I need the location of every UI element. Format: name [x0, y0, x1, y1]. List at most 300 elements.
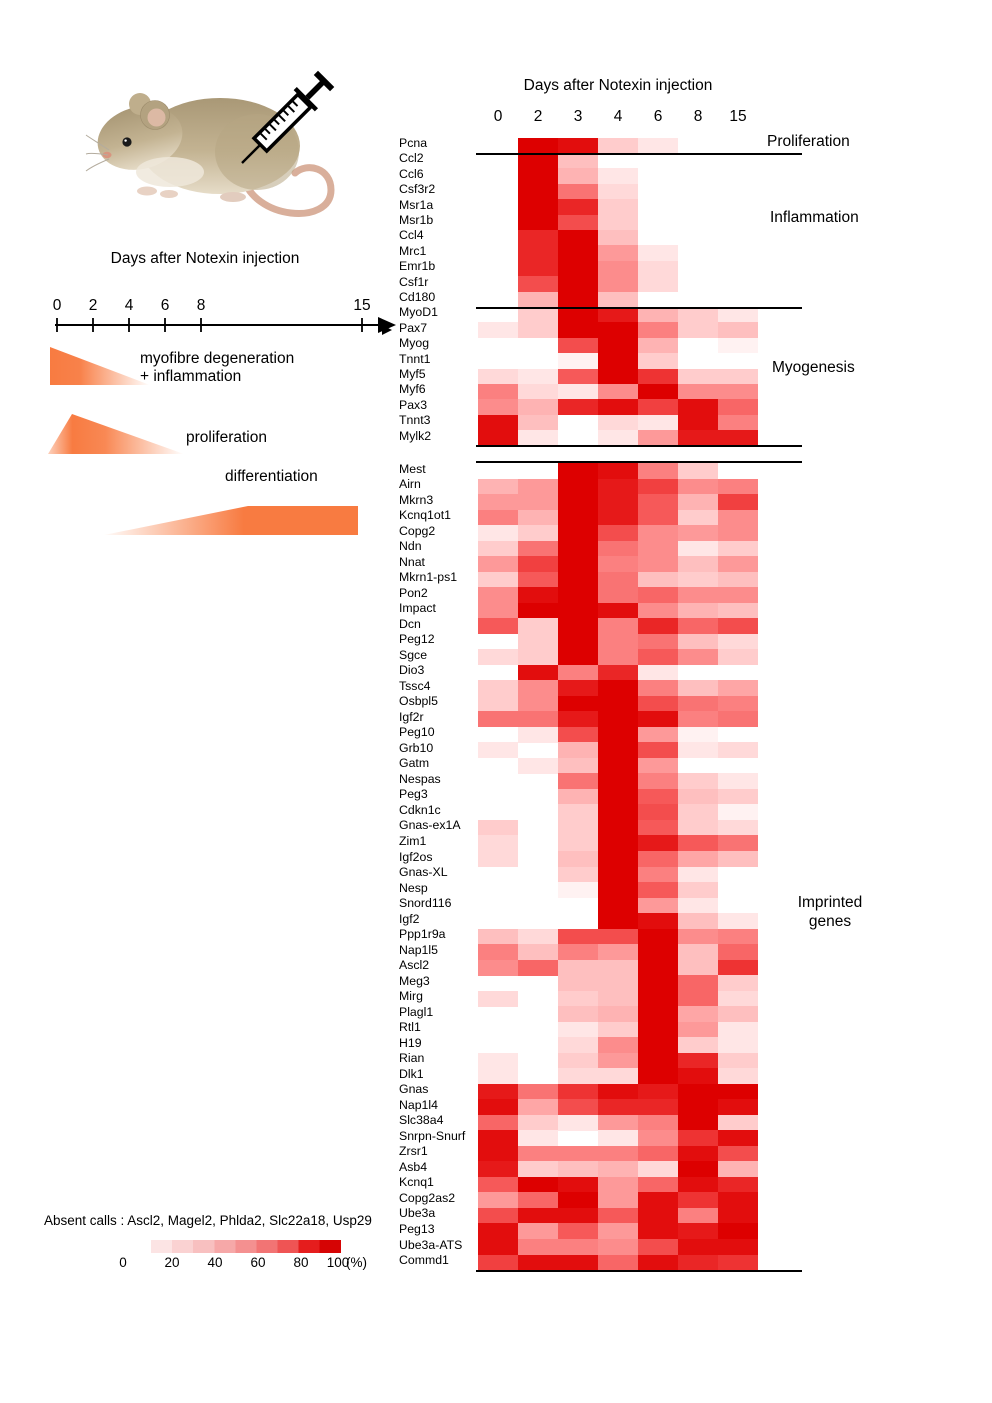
heatmap-cell — [598, 572, 638, 588]
heatmap-cell — [678, 835, 718, 851]
heatmap-cell — [558, 184, 598, 200]
heatmap-cell — [638, 711, 678, 727]
heatmap-cell — [478, 696, 518, 712]
heatmap-cell — [598, 399, 638, 415]
heatmap-title: Days after Notexin injection — [523, 77, 713, 94]
mouse-with-syringe-illustration — [85, 40, 345, 240]
gene-label-Mirg: Mirg — [399, 989, 423, 1004]
heatmap-cell — [638, 369, 678, 385]
heatmap-cell — [718, 1053, 758, 1069]
heatmap-cell — [558, 1115, 598, 1131]
heatmap-cell — [518, 292, 558, 308]
heatmap-cell — [598, 960, 638, 976]
heatmap-cell — [678, 882, 718, 898]
heatmap-cell — [478, 1208, 518, 1224]
column-day-8: 8 — [693, 108, 703, 125]
heatmap-cell — [598, 1239, 638, 1255]
heatmap-cell — [718, 494, 758, 510]
heatmap-cell — [678, 1037, 718, 1053]
heatmap-cell — [678, 851, 718, 867]
heatmap-cell — [678, 1177, 718, 1193]
heatmap-cell — [598, 510, 638, 526]
heatmap-cell — [558, 1053, 598, 1069]
heatmap-cell — [638, 138, 678, 154]
gene-label-Mkrn1-ps1: Mkrn1-ps1 — [399, 570, 458, 585]
heatmap-cell — [598, 168, 638, 184]
heatmap-cell — [558, 1192, 598, 1208]
heatmap-cell — [558, 1208, 598, 1224]
scale-tick-0: 0 — [119, 1255, 127, 1270]
gene-label-Nesp: Nesp — [399, 880, 428, 895]
heatmap-cell — [518, 1130, 558, 1146]
timeline-axis — [40, 284, 410, 344]
gene-label-Csf3r2: Csf3r2 — [399, 182, 436, 197]
heatmap-cell — [558, 261, 598, 277]
heatmap-cell — [558, 975, 598, 991]
heatmap-cell — [558, 510, 598, 526]
separator-inflammation-myogenesis — [476, 307, 802, 309]
heatmap-cell — [558, 603, 598, 619]
heatmap-cell — [678, 991, 718, 1007]
heatmap-cell — [678, 1130, 718, 1146]
mouse-front-foot — [137, 187, 157, 196]
heatmap-cell — [678, 727, 718, 743]
heatmap-cell — [678, 913, 718, 929]
heatmap-cell — [718, 1239, 758, 1255]
heatmap-cell — [598, 215, 638, 231]
heatmap-cell — [638, 1177, 678, 1193]
heatmap-cell — [718, 1068, 758, 1084]
heatmap-cell — [678, 307, 718, 323]
heatmap-cell — [518, 215, 558, 231]
heatmap-cell — [598, 975, 638, 991]
heatmap-cell — [518, 1239, 558, 1255]
heatmap-cell — [638, 727, 678, 743]
heatmap-cell — [478, 494, 518, 510]
heatmap-cell — [518, 1146, 558, 1162]
heatmap-cell — [598, 338, 638, 354]
heatmap-cell — [518, 1161, 558, 1177]
gene-label-Kcnq1: Kcnq1 — [399, 1175, 434, 1190]
heatmap-cell — [718, 510, 758, 526]
heatmap-cell — [598, 835, 638, 851]
gene-label-Impact: Impact — [399, 601, 436, 616]
heatmap-cell — [518, 479, 558, 495]
heatmap-cell — [678, 1099, 718, 1115]
heatmap-cell — [718, 338, 758, 354]
heatmap-cell — [518, 1084, 558, 1100]
heatmap-cell — [518, 618, 558, 634]
heatmap-cell — [518, 261, 558, 277]
heatmap-cell — [518, 556, 558, 572]
differentiation-phase-label: differentiation — [225, 468, 318, 485]
heatmap-cell — [638, 913, 678, 929]
heatmap-cell — [638, 384, 678, 400]
heatmap-cell — [478, 1084, 518, 1100]
heatmap-cell — [598, 1053, 638, 1069]
heatmap-cell — [638, 494, 678, 510]
heatmap-cell — [638, 572, 678, 588]
heatmap-cell — [518, 199, 558, 215]
heatmap-cell — [478, 944, 518, 960]
heatmap-cell — [478, 541, 518, 557]
heatmap-cell — [598, 1192, 638, 1208]
heatmap-cell — [718, 479, 758, 495]
heatmap-cell — [518, 510, 558, 526]
heatmap-cell — [518, 399, 558, 415]
heatmap-cell — [638, 510, 678, 526]
heatmap-cell — [638, 603, 678, 619]
heatmap-cell — [478, 991, 518, 1007]
mouse-eye — [122, 137, 131, 146]
heatmap-cell — [638, 975, 678, 991]
heatmap-cell — [718, 773, 758, 789]
heatmap-cell — [558, 338, 598, 354]
gene-label-Zim1: Zim1 — [399, 833, 427, 848]
heatmap-cell — [638, 1146, 678, 1162]
heatmap-cell — [478, 851, 518, 867]
heatmap-cell — [558, 804, 598, 820]
heatmap-cell — [558, 230, 598, 246]
heatmap-cell — [518, 541, 558, 557]
heatmap-cell — [718, 929, 758, 945]
heatmap-cell — [718, 820, 758, 836]
heatmap-cell — [598, 898, 638, 914]
heatmap-cell — [558, 322, 598, 338]
heatmap-cell — [678, 525, 718, 541]
heatmap-cell — [518, 572, 558, 588]
heatmap-cell — [638, 960, 678, 976]
gene-label-Ccl6: Ccl6 — [399, 166, 424, 181]
heatmap-cell — [478, 1223, 518, 1239]
heatmap-cell — [518, 587, 558, 603]
heatmap-cell — [518, 168, 558, 184]
heatmap-cell — [638, 1053, 678, 1069]
heatmap-cell — [478, 649, 518, 665]
heatmap-cell — [638, 556, 678, 572]
heatmap-cell — [598, 618, 638, 634]
heatmap-cell — [558, 1084, 598, 1100]
heatmap-cell — [718, 1084, 758, 1100]
heatmap-cell — [558, 1022, 598, 1038]
heatmap-cell — [638, 276, 678, 292]
gene-label-Copg2as2: Copg2as2 — [399, 1190, 456, 1205]
gene-label-Ube3a-ATS: Ube3a-ATS — [399, 1237, 463, 1252]
heatmap-cell — [598, 463, 638, 479]
heatmap-cell — [518, 1255, 558, 1271]
heatmap-cell — [678, 1084, 718, 1100]
heatmap-cell — [598, 138, 638, 154]
heatmap-cell — [558, 1037, 598, 1053]
color-scale-bar — [151, 1240, 341, 1253]
gene-label-Gnas: Gnas — [399, 1082, 429, 1097]
heatmap-cell — [598, 525, 638, 541]
heatmap-cell — [718, 307, 758, 323]
heatmap-cell — [678, 820, 718, 836]
heatmap-cell — [478, 384, 518, 400]
gene-label-Plagl1: Plagl1 — [399, 1004, 434, 1019]
heatmap-cell — [718, 851, 758, 867]
heatmap-cell — [558, 1223, 598, 1239]
heatmap-cell — [718, 556, 758, 572]
heatmap-cell — [678, 1208, 718, 1224]
heatmap-cell — [718, 1115, 758, 1131]
heatmap-cell — [478, 1146, 518, 1162]
heatmap-cell — [478, 929, 518, 945]
heatmap-cell — [598, 649, 638, 665]
heatmap-cell — [638, 1130, 678, 1146]
heatmap-cell — [598, 1208, 638, 1224]
gene-label-Pon2: Pon2 — [399, 585, 428, 600]
heatmap-cell — [678, 510, 718, 526]
heatmap-cell — [598, 494, 638, 510]
heatmap-cell — [558, 494, 598, 510]
heatmap-cell — [638, 541, 678, 557]
heatmap-cell — [518, 649, 558, 665]
heatmap-cell — [518, 665, 558, 681]
gene-label-Dcn: Dcn — [399, 616, 421, 631]
heatmap-cell — [478, 479, 518, 495]
heatmap-cell — [638, 898, 678, 914]
heatmap-cell — [638, 1037, 678, 1053]
heatmap-cell — [718, 944, 758, 960]
heatmap-cell — [678, 369, 718, 385]
heatmap-cell — [598, 230, 638, 246]
heatmap-cell — [638, 1115, 678, 1131]
heatmap-cell — [718, 742, 758, 758]
heatmap-cell — [678, 556, 718, 572]
heatmap-cell — [638, 479, 678, 495]
heatmap-cell — [478, 556, 518, 572]
heatmap-cell — [678, 587, 718, 603]
heatmap-cell — [638, 245, 678, 261]
heatmap-cell — [558, 276, 598, 292]
timeline-tick-label-2: 2 — [88, 297, 98, 314]
heatmap-cell — [638, 649, 678, 665]
heatmap-cell — [638, 680, 678, 696]
column-day-6: 6 — [653, 108, 663, 125]
mouse-hind-foot — [220, 192, 246, 202]
heatmap-cell — [638, 618, 678, 634]
heatmap-cell — [678, 322, 718, 338]
heatmap-cell — [678, 711, 718, 727]
heatmap-cell — [598, 587, 638, 603]
gene-label-Ndn: Ndn — [399, 539, 422, 554]
gene-label-Igf2r: Igf2r — [399, 709, 424, 724]
heatmap-cell — [478, 1239, 518, 1255]
heatmap-cell — [478, 1192, 518, 1208]
heatmap-cell — [478, 399, 518, 415]
heatmap-cell — [718, 1146, 758, 1162]
gene-label-Mylk2: Mylk2 — [399, 428, 432, 443]
timeline-tick-label-0: 0 — [52, 297, 62, 314]
heatmap-cell — [558, 634, 598, 650]
heatmap-cell — [598, 851, 638, 867]
heatmap-cell — [558, 353, 598, 369]
scale-tick-80: 80 — [293, 1255, 309, 1270]
gene-label-Pax7: Pax7 — [399, 320, 428, 335]
heatmap-cell — [598, 804, 638, 820]
heatmap-cell — [678, 1192, 718, 1208]
heatmap-cell — [638, 991, 678, 1007]
heatmap-cell — [678, 929, 718, 945]
gene-label-Nap1l4: Nap1l4 — [399, 1097, 438, 1112]
heatmap-cell — [638, 1099, 678, 1115]
heatmap-cell — [678, 1146, 718, 1162]
heatmap-cell — [638, 307, 678, 323]
gene-label-Tssc4: Tssc4 — [399, 678, 431, 693]
gene-label-Peg13: Peg13 — [399, 1221, 435, 1236]
heatmap-cell — [598, 479, 638, 495]
heatmap-cell — [718, 1037, 758, 1053]
heatmap-cell — [598, 665, 638, 681]
heatmap-cell — [598, 1146, 638, 1162]
heatmap-cell — [558, 618, 598, 634]
heatmap-cell — [638, 696, 678, 712]
heatmap-cell — [678, 1255, 718, 1271]
heatmap-cell — [638, 804, 678, 820]
gene-label-Kcnq1ot1: Kcnq1ot1 — [399, 508, 451, 523]
gene-label-Msr1a: Msr1a — [399, 197, 434, 212]
heatmap-cell — [718, 1130, 758, 1146]
heatmap-cell — [558, 867, 598, 883]
column-day-15: 15 — [729, 108, 747, 125]
heatmap-cell — [678, 1006, 718, 1022]
gene-label-Dio3: Dio3 — [399, 663, 425, 678]
heatmap-cell — [678, 789, 718, 805]
heatmap-cell — [518, 138, 558, 154]
heatmap-cell — [638, 1068, 678, 1084]
pax7-marker-arrow-icon — [382, 325, 392, 335]
heatmap-cell — [478, 1161, 518, 1177]
heatmap-cell — [718, 960, 758, 976]
mouse-eye-highlight — [124, 139, 126, 141]
degeneration-phase-label — [140, 350, 294, 386]
heatmap-cell — [518, 184, 558, 200]
heatmap-cell — [518, 727, 558, 743]
heatmap-cell — [678, 1068, 718, 1084]
heatmap-cell — [518, 276, 558, 292]
heatmap-cell — [678, 384, 718, 400]
heatmap-cell — [678, 541, 718, 557]
gene-label-Ppp1r9a: Ppp1r9a — [399, 927, 446, 942]
section-label-inflammation: Inflammation — [770, 209, 859, 226]
heatmap-cell — [558, 199, 598, 215]
gene-label-Zrsr1: Zrsr1 — [399, 1144, 428, 1159]
heatmap-cell — [558, 1161, 598, 1177]
heatmap-cell — [598, 680, 638, 696]
degeneration-phase-label-line1: myofibre degeneration — [140, 350, 295, 367]
heatmap-cell — [678, 399, 718, 415]
gene-label-Pcna: Pcna — [399, 136, 428, 150]
gene-label-Ccl2: Ccl2 — [399, 151, 424, 166]
heatmap-cell — [678, 742, 718, 758]
gene-label-Gnas-XL: Gnas-XL — [399, 865, 448, 880]
heatmap-cell — [598, 991, 638, 1007]
heatmap-cell — [478, 820, 518, 836]
heatmap-cell — [518, 369, 558, 385]
heatmap-cell — [678, 1161, 718, 1177]
gene-label-H19: H19 — [399, 1035, 422, 1050]
gene-label-Ube3a: Ube3a — [399, 1206, 436, 1221]
heatmap-cell — [598, 1037, 638, 1053]
column-day-0: 0 — [493, 108, 503, 125]
heatmap-cell — [558, 138, 598, 154]
heatmap-cell — [638, 758, 678, 774]
section-label-myogenesis: Myogenesis — [772, 359, 855, 376]
heatmap-cell — [558, 556, 598, 572]
gene-label-Ascl2: Ascl2 — [399, 958, 430, 973]
gene-label-Snord116: Snord116 — [399, 896, 452, 911]
heatmap-cell — [678, 975, 718, 991]
heatmap-cell — [678, 1239, 718, 1255]
heatmap-cell — [718, 1099, 758, 1115]
heatmap-cell — [478, 587, 518, 603]
heatmap-cell — [678, 804, 718, 820]
heatmap-cell — [718, 680, 758, 696]
heatmap-cell — [518, 230, 558, 246]
heatmap-cell — [638, 1022, 678, 1038]
heatmap-cell — [678, 463, 718, 479]
heatmap-cell — [678, 1022, 718, 1038]
heatmap-cell — [558, 820, 598, 836]
heatmap-cell — [598, 276, 638, 292]
gene-label-Cd180: Cd180 — [399, 290, 436, 304]
gene-label-Asb4: Asb4 — [399, 1159, 428, 1174]
heatmap-cell — [558, 292, 598, 308]
heatmap-cell — [518, 1115, 558, 1131]
mouse-belly — [136, 157, 204, 187]
heatmap-cell — [558, 835, 598, 851]
heatmap-cell — [558, 245, 598, 261]
heatmap-cell — [638, 1192, 678, 1208]
heatmap-cell — [718, 587, 758, 603]
gene-label-Nespas: Nespas — [399, 771, 441, 786]
heatmap-cell — [518, 1223, 558, 1239]
heatmap-cell — [598, 322, 638, 338]
heatmap-cell — [598, 1068, 638, 1084]
gene-label-Cdkn1c: Cdkn1c — [399, 802, 441, 817]
heatmap-cell — [598, 1022, 638, 1038]
gene-label-Meg3: Meg3 — [399, 973, 430, 988]
gene-label-Mest: Mest — [399, 461, 426, 476]
heatmap-cell — [478, 835, 518, 851]
heatmap-cell — [598, 307, 638, 323]
gene-label-Igf2os: Igf2os — [399, 849, 433, 864]
heatmap-cell — [558, 773, 598, 789]
heatmap-cell — [718, 649, 758, 665]
heatmap-cell — [638, 1161, 678, 1177]
gene-label-Myog: Myog — [399, 336, 430, 351]
heatmap-cell — [638, 634, 678, 650]
heatmap-cell — [598, 742, 638, 758]
heatmap-cell — [678, 603, 718, 619]
heatmap-cell — [558, 851, 598, 867]
heatmap-cell — [598, 929, 638, 945]
gene-label-Copg2: Copg2 — [399, 523, 436, 538]
heatmap-cell — [558, 525, 598, 541]
heatmap-cell — [558, 882, 598, 898]
heatmap-cell — [678, 1115, 718, 1131]
heatmap-cell — [678, 572, 718, 588]
gene-label-Mrc1: Mrc1 — [399, 243, 427, 258]
heatmap-cell — [718, 634, 758, 650]
scale-tick-40: 40 — [207, 1255, 223, 1270]
gene-label-Snrpn-Snurf: Snrpn-Snurf — [399, 1128, 466, 1143]
heatmap-cell — [558, 680, 598, 696]
heatmap-cell — [478, 1068, 518, 1084]
heatmap-cell — [638, 665, 678, 681]
